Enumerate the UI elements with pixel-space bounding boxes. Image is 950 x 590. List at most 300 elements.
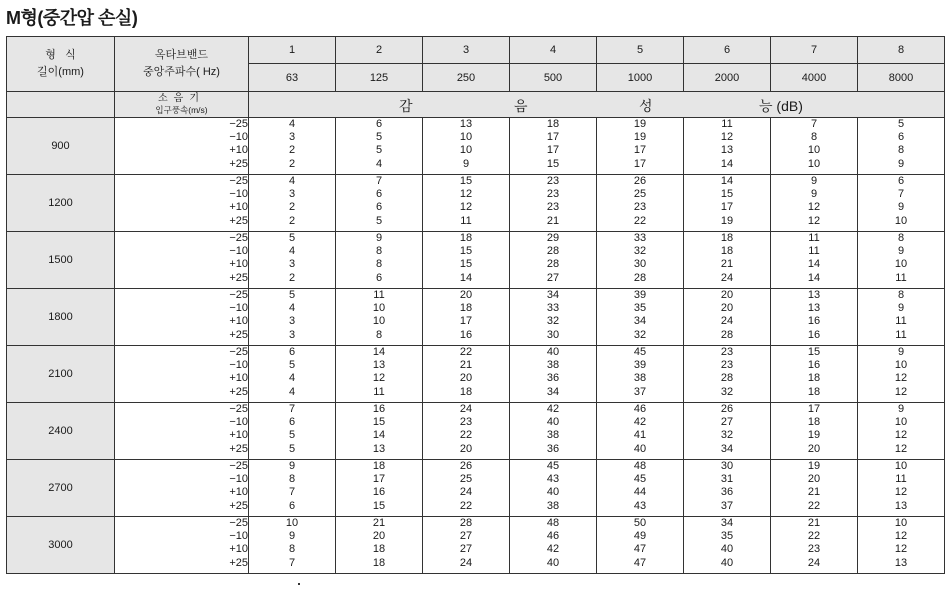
attenuation-char: 능 (dB): [759, 98, 803, 114]
attenuation-value: 30: [546, 328, 560, 341]
attenuation-value: 24: [459, 486, 473, 499]
attenuation-value: 25: [459, 473, 473, 486]
attenuation-cell: [771, 346, 858, 403]
table-row: [7, 517, 945, 574]
inlet-speed-cell: [115, 232, 249, 289]
attenuation-value: 18: [459, 302, 473, 315]
attenuation-value: 17: [633, 144, 647, 157]
attenuation-cell: [597, 118, 684, 175]
inlet-speed: −10: [229, 359, 248, 372]
attenuation-value: 24: [720, 315, 734, 328]
attenuation-value: 22: [459, 346, 473, 358]
attenuation-value: 21: [459, 359, 473, 372]
attenuation-value: 9: [375, 232, 383, 244]
attenuation-cell: [771, 403, 858, 460]
attenuation-value: 41: [633, 429, 647, 442]
attenuation-value: 23: [546, 201, 560, 214]
attenuation-cell: [249, 517, 336, 574]
attenuation-value: 20: [459, 442, 473, 455]
inlet-speed: −10: [229, 473, 248, 486]
attenuation-value: 15: [807, 346, 821, 358]
attenuation-cell: [771, 289, 858, 346]
attenuation-value: 16: [372, 403, 386, 415]
attenuation-value: 5: [288, 359, 296, 372]
attenuation-value: 15: [720, 188, 734, 201]
attenuation-value: 2: [288, 157, 296, 170]
inlet-speed: +10: [229, 372, 248, 385]
attenuation-cell: [597, 175, 684, 232]
attenuation-value: 35: [633, 302, 647, 315]
inlet-speed: +25: [229, 157, 248, 170]
attenuation-value: 34: [546, 289, 560, 301]
attenuation-value: 5: [375, 214, 383, 227]
attenuation-value: 14: [720, 157, 734, 170]
attenuation-value: 2: [288, 214, 296, 227]
attenuation-value: 38: [633, 372, 647, 385]
attenuation-cell: [858, 460, 945, 517]
attenuation-value: 2: [288, 201, 296, 214]
band-number: 6: [684, 37, 771, 64]
attenuation-value: 12: [807, 201, 821, 214]
attenuation-value: 40: [546, 416, 560, 429]
inlet-speed: +10: [229, 486, 248, 499]
attenuation-value: 11: [460, 214, 472, 227]
attenuation-value: 22: [633, 214, 647, 227]
model-length: 1200: [7, 175, 115, 232]
attenuation-value: 13: [807, 289, 821, 301]
attenuation-value: 14: [720, 175, 734, 187]
attenuation-value: 10: [372, 302, 386, 315]
attenuation-value: 21: [546, 214, 560, 227]
attenuation-value: 6: [375, 271, 383, 284]
attenuation-value: 12: [894, 543, 908, 556]
attenuation-value: 15: [459, 245, 473, 258]
attenuation-value: 4: [288, 175, 296, 187]
band-frequency: 8000: [858, 64, 945, 92]
band-number: 2: [336, 37, 423, 64]
attenuation-value: 26: [720, 403, 734, 415]
attenuation-cell: [771, 175, 858, 232]
attenuation-cell: [684, 460, 771, 517]
attenuation-value: 15: [372, 499, 386, 512]
attenuation-value: 20: [372, 530, 386, 543]
attenuation-value: 27: [459, 543, 473, 556]
attenuation-cell: [336, 232, 423, 289]
attenuation-value: 40: [546, 556, 560, 569]
attenuation-value: 40: [546, 486, 560, 499]
attenuation-value: 34: [720, 442, 734, 455]
attenuation-value: 9: [897, 245, 905, 258]
attenuation-value: 11: [895, 473, 907, 486]
attenuation-value: 28: [720, 328, 734, 341]
attenuation-value: 5: [288, 289, 296, 301]
band-frequency: 125: [336, 64, 423, 92]
attenuation-value: 8: [810, 131, 818, 144]
stray-mark: [298, 583, 300, 585]
attenuation-value: 16: [807, 328, 821, 341]
attenuation-value: 17: [546, 131, 560, 144]
attenuation-value: 13: [372, 442, 386, 455]
attenuation-value: 18: [546, 118, 560, 130]
attenuation-char: 성: [639, 98, 653, 114]
attenuation-value: 10: [894, 416, 908, 429]
inlet-speed: −25: [229, 346, 248, 358]
attenuation-value: 12: [807, 214, 821, 227]
attenuation-value: 36: [546, 442, 560, 455]
attenuation-value: 45: [633, 473, 647, 486]
attenuation-value: 10: [807, 144, 821, 157]
attenuation-value: 38: [546, 429, 560, 442]
attenuation-value: 21: [807, 486, 821, 499]
attenuation-value: 40: [546, 346, 560, 358]
attenuation-value: 11: [373, 289, 385, 301]
attenuation-value: 43: [633, 499, 647, 512]
attenuation-value: 10: [285, 517, 299, 529]
table-row: [7, 346, 945, 403]
attenuation-value: 10: [894, 460, 908, 472]
attenuation-value: 28: [546, 245, 560, 258]
speed-header: [115, 92, 249, 118]
attenuation-value: 28: [459, 517, 473, 529]
attenuation-value: 18: [372, 556, 386, 569]
attenuation-value: 13: [720, 144, 734, 157]
attenuation-value: 19: [720, 214, 734, 227]
attenuation-value: 9: [897, 346, 905, 358]
attenuation-cell: [771, 232, 858, 289]
inlet-speed: −25: [229, 517, 248, 529]
attenuation-value: 11: [721, 118, 733, 130]
attenuation-value: 4: [288, 372, 296, 385]
inlet-speed: −25: [229, 175, 248, 187]
inlet-speed: +10: [229, 315, 248, 328]
attenuation-cell: [249, 118, 336, 175]
attenuation-value: 23: [459, 416, 473, 429]
attenuation-value: 47: [633, 543, 647, 556]
attenuation-value: 8: [288, 543, 296, 556]
band-header-line1: 옥타브밴드: [154, 49, 209, 61]
attenuation-value: 5: [375, 144, 383, 157]
attenuation-value: 28: [720, 372, 734, 385]
attenuation-cell: [684, 346, 771, 403]
attenuation-value: 48: [633, 460, 647, 472]
attenuation-cell: [510, 460, 597, 517]
attenuation-value: 46: [633, 403, 647, 415]
attenuation-value: 19: [633, 118, 647, 130]
attenuation-cell: [249, 175, 336, 232]
inlet-speed: −25: [229, 118, 248, 130]
attenuation-value: 48: [546, 517, 560, 529]
speed-header-line1: 소음기: [158, 93, 205, 104]
attenuation-value: 14: [807, 258, 821, 271]
attenuation-value: 22: [807, 499, 821, 512]
inlet-speed: +10: [229, 144, 248, 157]
table-row: [7, 232, 945, 289]
attenuation-value: 14: [372, 346, 386, 358]
table-row: [7, 460, 945, 517]
attenuation-value: 27: [720, 416, 734, 429]
attenuation-value: 18: [459, 385, 473, 398]
attenuation-value: 20: [459, 372, 473, 385]
attenuation-value: 3: [288, 131, 296, 144]
attenuation-value: 6: [897, 131, 905, 144]
inlet-speed: +25: [229, 556, 248, 569]
attenuation-value: 34: [546, 385, 560, 398]
attenuation-cell: [423, 232, 510, 289]
attenuation-value: 6: [375, 188, 383, 201]
attenuation-cell: [510, 403, 597, 460]
attenuation-value: 17: [720, 201, 734, 214]
attenuation-value: 18: [807, 416, 821, 429]
attenuation-value: 20: [807, 473, 821, 486]
attenuation-value: 7: [288, 556, 296, 569]
attenuation-value: 4: [375, 157, 383, 170]
attenuation-value: 40: [720, 543, 734, 556]
attenuation-value: 12: [720, 131, 734, 144]
attenuation-value: 14: [459, 271, 473, 284]
attenuation-value: 20: [459, 289, 473, 301]
attenuation-value: 9: [897, 201, 905, 214]
attenuation-value: 42: [633, 416, 647, 429]
attenuation-value: 23: [546, 188, 560, 201]
attenuation-value: 40: [720, 556, 734, 569]
attenuation-value: 18: [807, 385, 821, 398]
attenuation-value: 8: [375, 245, 383, 258]
attenuation-value: 18: [720, 245, 734, 258]
model-length: 2700: [7, 460, 115, 517]
attenuation-value: 13: [372, 359, 386, 372]
attenuation-cell: [423, 460, 510, 517]
attenuation-cell: [249, 403, 336, 460]
attenuation-value: 15: [459, 175, 473, 187]
attenuation-value: 8: [897, 144, 905, 157]
attenuation-value: 10: [372, 315, 386, 328]
inlet-speed: +10: [229, 543, 248, 556]
attenuation-value: 11: [808, 245, 820, 258]
inlet-speed-cell: [115, 289, 249, 346]
attenuation-cell: [684, 517, 771, 574]
band-frequency: 4000: [771, 64, 858, 92]
attenuation-value: 49: [633, 530, 647, 543]
attenuation-cell: [423, 118, 510, 175]
attenuation-value: 14: [372, 429, 386, 442]
attenuation-value: 17: [546, 144, 560, 157]
attenuation-value: 24: [807, 556, 821, 569]
model-length: 900: [7, 118, 115, 175]
attenuation-value: 9: [288, 530, 296, 543]
attenuation-value: 34: [720, 517, 734, 529]
attenuation-value: 32: [633, 328, 647, 341]
attenuation-cell: [858, 232, 945, 289]
attenuation-cell: [684, 403, 771, 460]
attenuation-cell: [684, 289, 771, 346]
attenuation-cell: [249, 346, 336, 403]
attenuation-value: 9: [288, 460, 296, 472]
attenuation-value: 28: [633, 271, 647, 284]
inlet-speed: +25: [229, 328, 248, 341]
attenuation-value: 11: [895, 315, 907, 328]
model-header: [7, 37, 115, 92]
attenuation-value: 8: [375, 258, 383, 271]
attenuation-value: 4: [288, 118, 296, 130]
attenuation-value: 3: [288, 258, 296, 271]
attenuation-cell: [336, 175, 423, 232]
band-number-row: [7, 37, 945, 64]
attenuation-value: 8: [897, 232, 905, 244]
attenuation-value: 15: [459, 258, 473, 271]
attenuation-char: 음: [514, 98, 528, 114]
attenuation-value: 39: [633, 289, 647, 301]
attenuation-value: 32: [633, 245, 647, 258]
attenuation-header: [249, 92, 945, 118]
attenuation-value: 17: [633, 157, 647, 170]
attenuation-value: 20: [720, 302, 734, 315]
attenuation-value: 23: [720, 359, 734, 372]
attenuation-value: 18: [807, 372, 821, 385]
attenuation-value: 17: [459, 315, 473, 328]
attenuation-cell: [858, 118, 945, 175]
attenuation-cell: [423, 289, 510, 346]
attenuation-value: 14: [807, 271, 821, 284]
attenuation-cell: [249, 289, 336, 346]
attenuation-value: 4: [288, 302, 296, 315]
attenuation-value: 26: [459, 460, 473, 472]
speed-header-line2: 입구풍속(m/s): [155, 105, 208, 115]
attenuation-value: 15: [372, 416, 386, 429]
inlet-speed: +25: [229, 499, 248, 512]
attenuation-value: 45: [633, 346, 647, 358]
model-header-line1: 형 식: [45, 49, 76, 61]
model-length: 1500: [7, 232, 115, 289]
attenuation-value: 7: [897, 188, 905, 201]
attenuation-value: 30: [633, 258, 647, 271]
attenuation-value: 19: [807, 429, 821, 442]
attenuation-value: 37: [633, 385, 647, 398]
attenuation-value: 9: [897, 302, 905, 315]
attenuation-cell: [597, 232, 684, 289]
model-length: 2100: [7, 346, 115, 403]
band-frequency: 2000: [684, 64, 771, 92]
attenuation-value: 23: [807, 543, 821, 556]
attenuation-char: 감: [399, 98, 413, 114]
attenuation-value: 37: [720, 499, 734, 512]
attenuation-value: 32: [546, 315, 560, 328]
attenuation-value: 19: [633, 131, 647, 144]
attenuation-cell: [423, 517, 510, 574]
attenuation-value: 9: [810, 188, 818, 201]
attenuation-value: 43: [546, 473, 560, 486]
attenuation-value: 16: [459, 328, 473, 341]
band-frequency: 250: [423, 64, 510, 92]
attenuation-value: 17: [807, 403, 821, 415]
attenuation-value: 23: [546, 175, 560, 187]
attenuation-table: [6, 36, 945, 574]
attenuation-cell: [684, 118, 771, 175]
attenuation-value: 30: [720, 460, 734, 472]
band-frequency: 1000: [597, 64, 684, 92]
attenuation-value: 20: [720, 289, 734, 301]
attenuation-value: 5: [288, 429, 296, 442]
attenuation-value: 25: [633, 188, 647, 201]
attenuation-value: 32: [720, 385, 734, 398]
inlet-speed-cell: [115, 460, 249, 517]
attenuation-value: 7: [288, 403, 296, 415]
attenuation-cell: [510, 517, 597, 574]
attenuation-value: 39: [633, 359, 647, 372]
inlet-speed: −10: [229, 245, 248, 258]
band-number: 7: [771, 37, 858, 64]
band-number: 3: [423, 37, 510, 64]
table-body: [7, 118, 945, 574]
attenuation-value: 10: [894, 214, 908, 227]
attenuation-value: 2: [288, 271, 296, 284]
attenuation-cell: [858, 346, 945, 403]
inlet-speed-cell: [115, 346, 249, 403]
model-length: 3000: [7, 517, 115, 574]
band-number: 4: [510, 37, 597, 64]
attenuation-cell: [336, 289, 423, 346]
attenuation-cell: [684, 232, 771, 289]
attenuation-value: 16: [807, 315, 821, 328]
band-frequency: 63: [249, 64, 336, 92]
attenuation-value: 36: [546, 372, 560, 385]
attenuation-value: 9: [810, 175, 818, 187]
attenuation-value: 16: [372, 486, 386, 499]
attenuation-value: 19: [807, 460, 821, 472]
attenuation-value: 12: [894, 429, 908, 442]
attenuation-header-row: [7, 92, 945, 118]
attenuation-value: 12: [459, 201, 473, 214]
attenuation-cell: [510, 175, 597, 232]
attenuation-value: 8: [897, 289, 905, 301]
attenuation-cell: [597, 403, 684, 460]
attenuation-value: 5: [375, 131, 383, 144]
attenuation-cell: [336, 346, 423, 403]
attenuation-value: 13: [807, 302, 821, 315]
attenuation-value: 13: [459, 118, 473, 130]
inlet-speed: −25: [229, 403, 248, 415]
attenuation-value: 11: [895, 271, 907, 284]
band-number: 1: [249, 37, 336, 64]
attenuation-cell: [858, 175, 945, 232]
attenuation-value: 18: [459, 232, 473, 244]
attenuation-value: 21: [372, 517, 386, 529]
inlet-speed: −25: [229, 232, 248, 244]
attenuation-value: 12: [372, 372, 386, 385]
attenuation-value: 20: [807, 442, 821, 455]
attenuation-cell: [510, 232, 597, 289]
inlet-speed: −25: [229, 460, 248, 472]
attenuation-value: 38: [546, 359, 560, 372]
table-row: [7, 289, 945, 346]
attenuation-value: 47: [633, 556, 647, 569]
inlet-speed: +25: [229, 385, 248, 398]
inlet-speed: −10: [229, 416, 248, 429]
attenuation-cell: [423, 403, 510, 460]
attenuation-value: 32: [720, 429, 734, 442]
attenuation-value: 28: [546, 258, 560, 271]
attenuation-cell: [684, 175, 771, 232]
attenuation-value: 6: [288, 416, 296, 429]
attenuation-value: 33: [546, 302, 560, 315]
band-header-line2: 중앙주파수( Hz): [143, 66, 220, 78]
inlet-speed: −10: [229, 302, 248, 315]
attenuation-cell: [336, 118, 423, 175]
inlet-speed: +25: [229, 271, 248, 284]
attenuation-value: 5: [897, 118, 905, 130]
attenuation-value: 8: [288, 473, 296, 486]
attenuation-cell: [510, 118, 597, 175]
model-length: 2400: [7, 403, 115, 460]
